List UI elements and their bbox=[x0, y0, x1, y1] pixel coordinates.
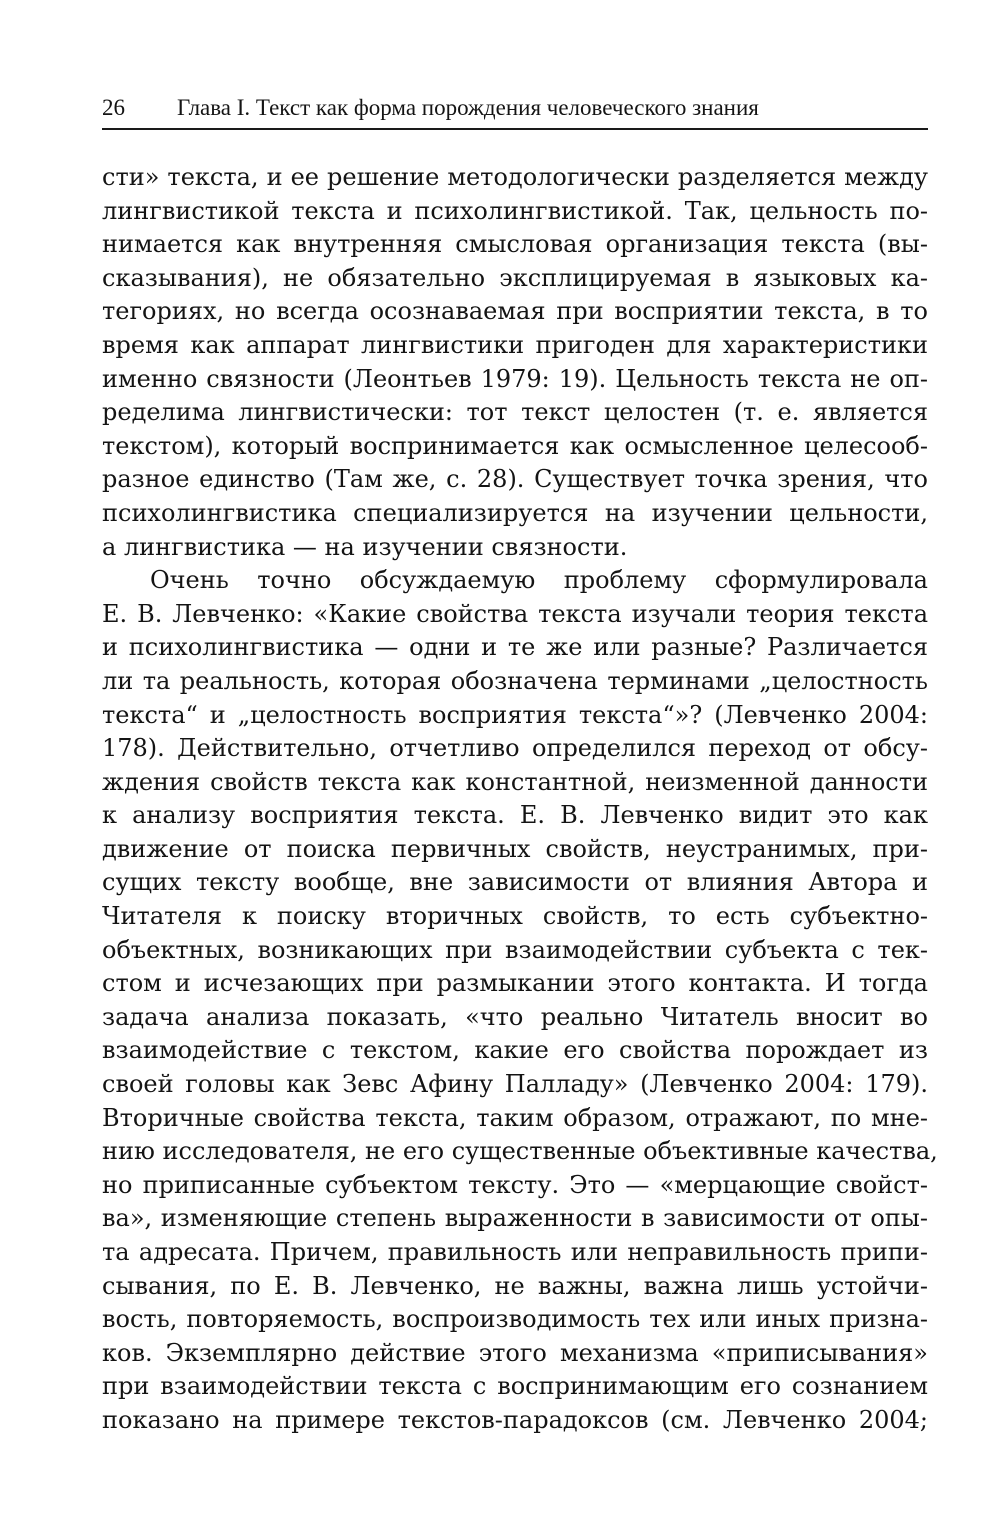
text-line: 178). Действительно, отчетливо определился переход от обсу- bbox=[102, 734, 928, 763]
text-line: ли та реальность, которая обозначена терминами „целостность bbox=[102, 666, 928, 695]
text-line: своей головы как Зевс Афину Палладу» (Левченко 2004: 179). bbox=[102, 1070, 928, 1099]
text-line: при взаимодействии текста с воспринимающим его сознанием bbox=[102, 1372, 928, 1401]
text-line: сказывания), не обязательно эксплицируемая в языковых ка- bbox=[102, 263, 928, 292]
text-line: Вторичные свойства текста, таким образом, отражают, по мне- bbox=[102, 1103, 928, 1132]
text-line: разное единство (Там же, с. 28). Существует точка зрения, что bbox=[102, 465, 928, 494]
text-line: текста“ и „целостность восприятия текста“»? (Левченко 2004: bbox=[102, 700, 928, 729]
text-line: сущих тексту вообще, вне зависимости от влияния Автора и bbox=[102, 868, 928, 897]
text-line: нимается как внутренняя смысловая организация текста (вы- bbox=[102, 230, 928, 259]
text-line: нию исследователя, не его существенные объективные качества, bbox=[102, 1137, 938, 1166]
text-line: к анализу восприятия текста. Е. В. Левченко видит это как bbox=[102, 801, 928, 830]
text-line: Читателя к поиску вторичных свойств, то есть субъектно- bbox=[102, 902, 928, 931]
text-line: время как аппарат лингвистики пригоден для характеристики bbox=[102, 330, 928, 359]
text-line: взаимодействие с текстом, какие его свойства порождает из bbox=[102, 1036, 928, 1065]
text-line: но приписанные субъектом тексту. Это — «мерцающие свойст- bbox=[102, 1170, 928, 1199]
text-line: ределима лингвистически: тот текст целостен (т. е. является bbox=[102, 398, 928, 427]
text-line: сывания, по Е. В. Левченко, не важны, важна лишь устойчи- bbox=[102, 1271, 928, 1300]
page-number: 26 bbox=[102, 95, 125, 120]
text-line: объектных, возникающих при взаимодействии субъекта с тек- bbox=[102, 935, 928, 964]
text-line: ждения свойств текста как константной, неизменной данности bbox=[102, 767, 928, 796]
text-line: показано на примере текстов-парадоксов (см. Левченко 2004; bbox=[102, 1405, 928, 1434]
text-line: психолингвистика специализируется на изучении цельности, bbox=[102, 498, 928, 527]
text-line: стом и исчезающих при размыкании этого контакта. И тогда bbox=[102, 969, 928, 998]
text-line: движение от поиска первичных свойств, неустранимых, при- bbox=[102, 834, 928, 863]
body-text bbox=[102, 161, 938, 1438]
text-line: задача анализа показать, «что реально Читатель вносит во bbox=[102, 1002, 928, 1031]
page-header bbox=[102, 88, 928, 130]
text-line: сти» текста, и ее решение методологически разделяется между bbox=[102, 163, 928, 191]
text-line: ва», изменяющие степень выраженности в зависимости от опы- bbox=[102, 1204, 928, 1233]
text-line: именно связности (Леонтьев 1979: 19). Цельность текста не оп- bbox=[102, 364, 928, 393]
text-line: текстом), который воспринимается как осмысленное целесооб- bbox=[102, 431, 928, 460]
text-line: тегориях, но всегда осознаваемая при восприятии текста, в то bbox=[102, 297, 928, 326]
text-line: та адресата. Причем, правильность или неправильность припи- bbox=[102, 1238, 928, 1266]
text-line: и психолингвистика — одни и те же или разные? Различается bbox=[102, 633, 928, 662]
text-line: Е. В. Левченко: «Какие свойства текста изучали теория текста bbox=[102, 599, 928, 628]
text-line: вость, повторяемость, воспроизводимость тех или иных призна- bbox=[102, 1305, 928, 1334]
paragraph-last-line: а лингвистика — на изучении связности. bbox=[102, 532, 628, 561]
text-line: лингвистикой текста и психолингвистикой. Так, цельность по- bbox=[102, 196, 928, 225]
running-head: Глава I. Текст как форма порождения человеческого знания bbox=[177, 95, 759, 120]
paragraph-first-line: Очень точно обсуждаемую проблему сформулировала bbox=[150, 566, 928, 595]
text-line: ков. Экземплярно действие этого механизма «приписывания» bbox=[102, 1338, 928, 1367]
